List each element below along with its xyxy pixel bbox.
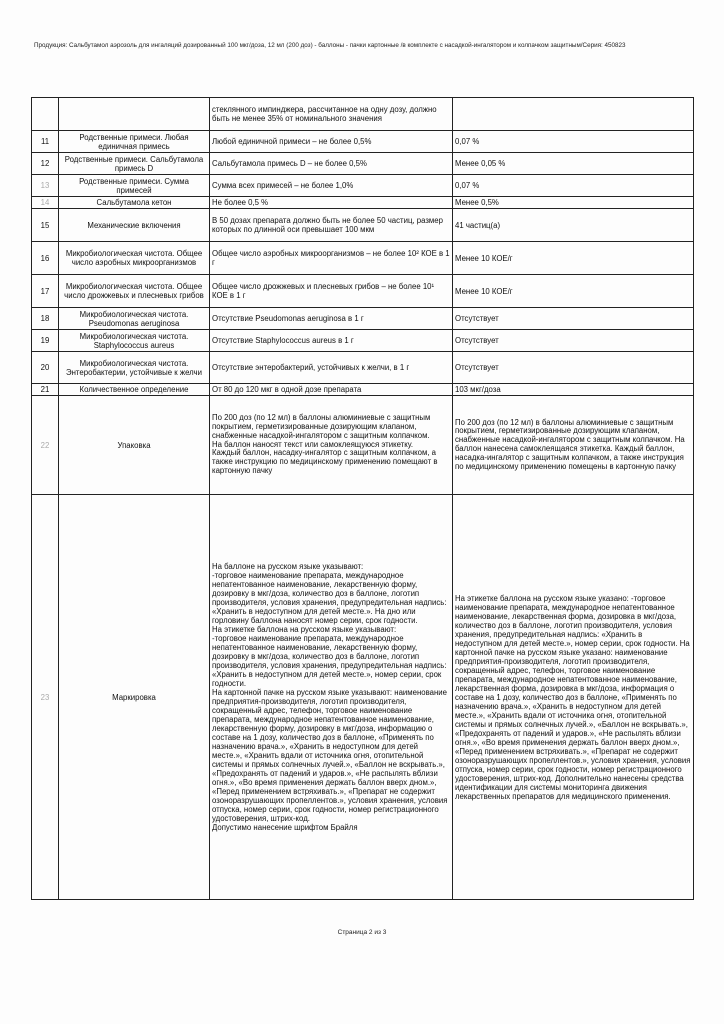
row-result: Отсутствует: [453, 352, 694, 384]
table-row-packaging: [32, 396, 694, 495]
row-requirement: Общее число дрожжевых и плесневых грибов – не более 10¹ КОЕ в 1 г: [210, 275, 453, 308]
row-result: 103 мкг/доза: [453, 384, 694, 396]
row-parameter: Микробиологическая чистота. Энтеробактерии, устойчивые к желчи: [59, 352, 210, 384]
row-result: Менее 0,05 %: [453, 153, 694, 175]
row-result: Менее 10 КОЕ/г: [453, 242, 694, 275]
row-parameter: Количественное определение: [59, 384, 210, 396]
table-row: [32, 384, 694, 396]
table-row: [32, 175, 694, 197]
row-requirement: Сальбутамола примесь D – не более 0,5%: [210, 153, 453, 175]
row-requirement: стеклянного импинджера, рассчитанное на одну дозу, должно быть не менее 35% от номинального значения: [210, 98, 453, 131]
row-parameter: [59, 98, 210, 131]
row-number: 12: [32, 153, 59, 175]
row-parameter: Родственные примеси. Любая единичная примесь: [59, 131, 210, 153]
table-row: [32, 209, 694, 242]
row-result: Менее 10 КОЕ/г: [453, 275, 694, 308]
row-number: 11: [32, 131, 59, 153]
row-requirement: Не более 0,5 %: [210, 197, 453, 209]
page-number: Страница 2 из 3: [337, 929, 387, 936]
row-number: 15: [32, 209, 59, 242]
table-row: [32, 98, 694, 131]
row-number: 19: [32, 330, 59, 352]
row-result: Отсутствует: [453, 308, 694, 330]
row-requirement: Сумма всех примесей – не более 1,0%: [210, 175, 453, 197]
row-number: 14: [32, 197, 59, 209]
row-result: На этикетке баллона на русском языке указано: -торговое наименование препарата, международное непатентованное наименование, лекарственная форма, дозировка в мкг/доза, количество доз в баллоне, логотип производителя, условия хранения, предупредительная надпись: «Хранить в недоступном для детей месте.», номер серии, срок годности. На картонной пачке на русском языке указано: наименование предприятия-производителя, логотип производителя, сокращенный адрес, телефон, торговое наименование препарата, международное непатентованное наименование, лекарственная форма, дозировка в мкг/доза, информация о составе на 1 дозу, количество доз в баллоне, «Применять по назначению врача.», «Хранить в недоступном для детей месте.», «Хранить вдали от источника огня, отопительной системы и прямых солнечных лучей.», «Баллон не вскрывать.», «Предохранять от падений и ударов.», «Не распылять вблизи огня.», «Во время применения держать баллон вверх дном.», «Перед применением встряхивать.», «Препарат не содержит озоноразрушающих пропеллентов.», условия хранения, условия отпуска, номер серии, срок годности, номер регистрационного удостоверения, штрих-код. Дополнительно нанесены средства идентификации для системы мониторинга движения лекарственных препаратов для медицинского применения.: [453, 495, 694, 900]
row-result: 41 частиц(а): [453, 209, 694, 242]
row-requirement: По 200 доз (по 12 мл) в баллоны алюминиевые с защитным покрытием, герметизированные дозирующим клапаном, снабженные насадкой-ингалятором с защитным колпачком. На баллон наносят текст или самоклеящуюся этикетку. Каждый баллон, насадку-ингалятор с защитным колпачком, а также инструкцию по медицинскому применению помещают в картонную пачку: [210, 396, 453, 495]
row-result: Менее 0,5%: [453, 197, 694, 209]
table-row: [32, 275, 694, 308]
row-result: По 200 доз (по 12 мл) в баллоны алюминиевые с защитным покрытием, герметизированные дозирующим клапаном, снабженные насадкой-ингалятором с защитным колпачком. На баллон нанесена самоклеящаяся этикетка. Каждый баллон, насадка-ингалятор с защитным колпачком, а также инструкция по медицинскому применению помещены в картонную пачку: [453, 396, 694, 495]
row-parameter: Микробиологическая чистота. Staphylococcus aureus: [59, 330, 210, 352]
table-row: [32, 153, 694, 175]
table-row-marking: [32, 495, 694, 900]
row-requirement: На баллоне на русском языке указывают: -торговое наименование препарата, международное непатентованное наименование, лекарственную форму, дозировку в мкг/доза, количество доз в баллоне, логотип производителя, условия хранения, предупредительная надпись: «Хранить в недоступном для детей месте.». На дно или горловину баллона наносят номер серии, срок годности. На этикетке баллона на русском языке указывают: -торговое наименование препарата, международное непатентованное наименование, лекарственную форму, дозировку в мкг/доза, количество доз в баллоне, логотип производителя, условия хранения, предупредительная надпись: «Хранить в недоступном для детей месте.», номер серии, срок годности. На картонной пачке на русском языке указывают: наименование предприятия-производителя, логотип производителя, сокращенный адрес, телефон, торговое наименование препарата, международное непатентованное наименование, лекарственную форму, дозировку в мкг/доза, информацию о составе на 1 дозу, количество доз в баллоне, «Применять по назначению врача.», «Хранить в недоступном для детей месте.», «Хранить вдали от источника огня, отопительной системы и прямых солнечных лучей.», «Баллон не вскрывать.», «Предохранять от падений и ударов.», «Не распылять вблизи огня.», «Во время применения держать баллон вверх дном.», «Перед применением встряхивать.», «Препарат не содержит озоноразрушающих пропеллентов.», условия хранения, условия отпуска, номер серии, срок годности, номер регистрационного удостоверения, штрих-код. Допустимо нанесение шрифтом Брайля: [210, 495, 453, 900]
row-requirement: От 80 до 120 мкг в одной дозе препарата: [210, 384, 453, 396]
row-parameter: Родственные примеси. Сальбутамола примесь D: [59, 153, 210, 175]
row-result: Отсутствует: [453, 330, 694, 352]
table-row: [32, 242, 694, 275]
specification-table: [31, 97, 694, 900]
row-number: 13: [32, 175, 59, 197]
row-result: 0,07 %: [453, 175, 694, 197]
row-parameter: Родственные примеси. Сумма примесей: [59, 175, 210, 197]
table-row: [32, 352, 694, 384]
product-line: Продукция: Сальбутамол аэрозоль для ингаляций дозированный 100 мкг/доза, 12 мл (200 доз) - баллоны - пачки картонные /в комплекте с насадкой-ингалятором и колпачком защитным/Серия: 450823: [34, 42, 626, 49]
row-parameter: Сальбутамола кетон: [59, 197, 210, 209]
row-number: 21: [32, 384, 59, 396]
document-header: [34, 42, 694, 50]
row-parameter: Микробиологическая чистота. Общее число дрожжевых и плесневых грибов: [59, 275, 210, 308]
table-row: [32, 131, 694, 153]
row-number: 17: [32, 275, 59, 308]
table-row: [32, 197, 694, 209]
row-number: 16: [32, 242, 59, 275]
row-requirement: Отсутствие Pseudomonas aeruginosa в 1 г: [210, 308, 453, 330]
row-parameter: Маркировка: [59, 495, 210, 900]
table-row: [32, 308, 694, 330]
row-requirement: Отсутствие энтеробактерий, устойчивых к желчи, в 1 г: [210, 352, 453, 384]
row-result: [453, 98, 694, 131]
row-parameter: Микробиологическая чистота. Pseudomonas aeruginosa: [59, 308, 210, 330]
row-number: 20: [32, 352, 59, 384]
row-parameter: Механические включения: [59, 209, 210, 242]
row-number: 22: [32, 396, 59, 495]
row-requirement: Общее число аэробных микроорганизмов – не более 10² КОЕ в 1 г: [210, 242, 453, 275]
row-number: [32, 98, 59, 131]
page-footer: [0, 929, 724, 936]
row-requirement: Любой единичной примеси – не более 0,5%: [210, 131, 453, 153]
row-parameter: Микробиологическая чистота. Общее число аэробных микроорганизмов: [59, 242, 210, 275]
row-result: 0,07 %: [453, 131, 694, 153]
row-parameter: Упаковка: [59, 396, 210, 495]
row-requirement: В 50 дозах препарата должно быть не более 50 частиц, размер которых по длинной оси превышает 100 мкм: [210, 209, 453, 242]
row-number: 23: [32, 495, 59, 900]
row-requirement: Отсутствие Staphylococcus aureus в 1 г: [210, 330, 453, 352]
row-number: 18: [32, 308, 59, 330]
table-row: [32, 330, 694, 352]
